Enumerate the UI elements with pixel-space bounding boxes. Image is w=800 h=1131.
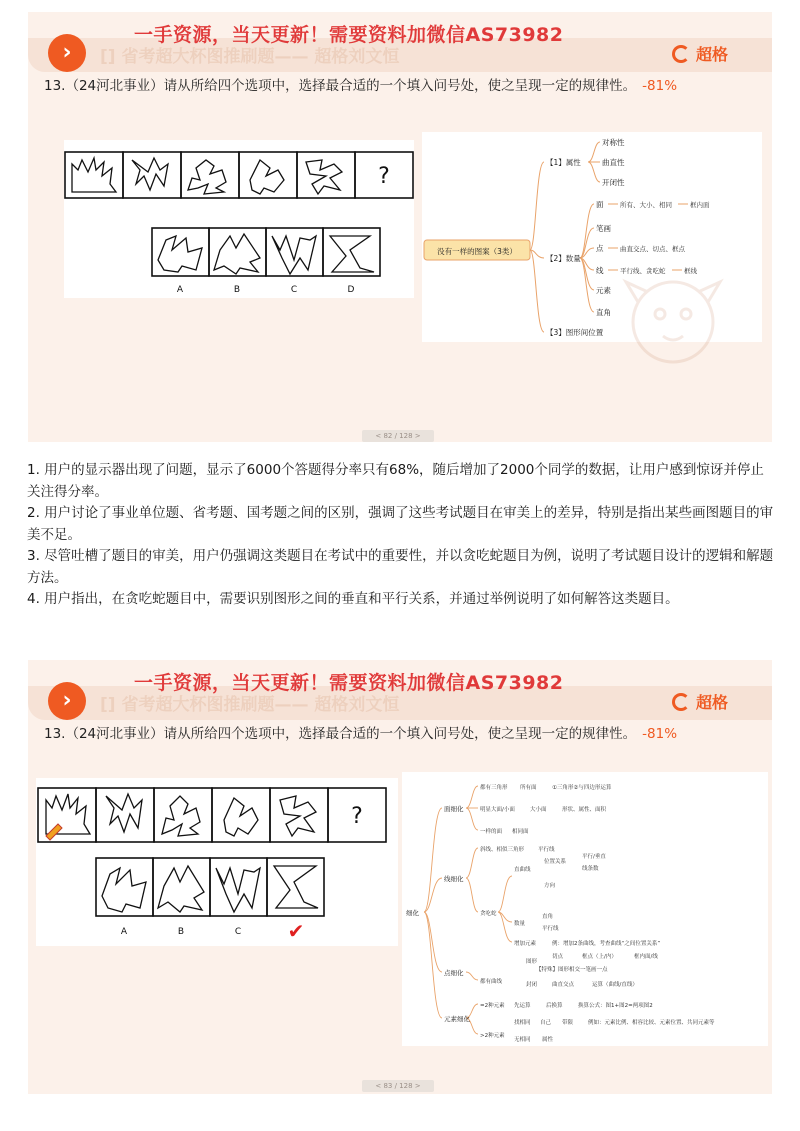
count-item-element: 元素 bbox=[596, 286, 611, 295]
brand-g-icon bbox=[672, 45, 690, 63]
slide-2 bbox=[28, 660, 772, 1094]
line-item-4: 位置关系 bbox=[544, 859, 567, 865]
attr-item-2: 曲直性 bbox=[602, 158, 625, 167]
shape-4 bbox=[224, 798, 258, 836]
puzzle-figure bbox=[36, 778, 398, 946]
shape-3 bbox=[162, 796, 200, 836]
option-shape-c bbox=[216, 868, 260, 912]
next-arrow-button[interactable] bbox=[48, 682, 86, 720]
elem-item-7: 自己 bbox=[540, 1020, 552, 1026]
line-sub-2: 框线 bbox=[684, 267, 697, 275]
summary-item-4: 4. 用户指出，在贪吃蛇题目中，需要识别图形之间的垂直和平行关系，并通过举例说明了如何解答这类题目。 bbox=[27, 591, 679, 607]
count-item-face: 面 bbox=[596, 200, 604, 209]
count-item-line: 线 bbox=[596, 266, 604, 275]
mindmap-2 bbox=[402, 772, 768, 1046]
question-accuracy: -81% bbox=[642, 78, 678, 94]
puzzle-box-3 bbox=[181, 152, 239, 198]
brand-name: 超格 bbox=[695, 45, 728, 64]
elem-item-1: =2种元素 bbox=[480, 1003, 505, 1009]
l1-point: 点细化 bbox=[444, 969, 464, 977]
attr-item-1: 对称性 bbox=[602, 138, 625, 147]
summary-list bbox=[27, 460, 775, 611]
point-item-9: 运算（曲线/直线） bbox=[592, 982, 638, 988]
point-item-3: 切点 bbox=[552, 954, 564, 960]
option-label-b: B bbox=[233, 285, 241, 295]
face-sub: 所有、大小、相同 bbox=[620, 201, 672, 209]
chevron-right-icon: › bbox=[62, 40, 72, 65]
option-label-a: A bbox=[120, 927, 128, 937]
line-item-11: 平行线 bbox=[542, 926, 559, 932]
brand-logo bbox=[672, 42, 728, 65]
line-item-12: 增加元素 bbox=[514, 941, 537, 947]
l1-element: 元素细化 bbox=[444, 1015, 470, 1023]
point-item-6: 【特殊】图形相交一笔画一点 bbox=[536, 967, 608, 973]
elem-item-8: 带限 bbox=[562, 1020, 574, 1026]
puzzle-svg bbox=[36, 778, 398, 946]
face-item-4: 明显大面/小面 bbox=[480, 807, 515, 813]
point-item-2: 图形 bbox=[526, 959, 538, 965]
line-item-10: 直角 bbox=[542, 914, 554, 920]
option-label-c: C bbox=[234, 927, 242, 937]
option-label-d: D bbox=[347, 285, 355, 295]
option-shape-d bbox=[330, 236, 374, 272]
question-accuracy: -81% bbox=[642, 726, 678, 742]
point-item-7: 封闭 bbox=[526, 982, 538, 988]
option-shape-c bbox=[272, 236, 316, 274]
mindmap-root-label: 细化 bbox=[406, 909, 419, 917]
line-item-7: 方向 bbox=[544, 883, 556, 889]
brand-g-icon bbox=[672, 693, 690, 711]
branch-count: 【2】数量 bbox=[546, 254, 581, 263]
line-item-6: 线条数 bbox=[582, 866, 599, 872]
option-shape-b bbox=[158, 866, 204, 912]
line-item-8: 贪吃蛇 bbox=[480, 911, 497, 917]
faded-course-title: [] 省考超大杯图推刷题—— 超格刘文恒 bbox=[100, 695, 400, 715]
page-indicator[interactable]: < 83 / 128 > bbox=[362, 1080, 434, 1092]
mindmap-2-svg bbox=[402, 772, 768, 1046]
face-sub-2: 框内面 bbox=[690, 201, 710, 209]
brand-name: 超格 bbox=[695, 693, 728, 712]
line-sub: 平行线、贪吃蛇 bbox=[620, 267, 666, 275]
line-item-9: 数量 bbox=[514, 921, 526, 927]
option-box-c[interactable] bbox=[210, 858, 267, 916]
line-item-3: 直曲线 bbox=[514, 867, 531, 873]
l1-face: 面细化 bbox=[444, 805, 464, 813]
question-text bbox=[44, 74, 677, 94]
brand-logo bbox=[672, 690, 728, 713]
puzzle-box-2 bbox=[96, 788, 154, 842]
correct-check-icon: ✔ bbox=[287, 919, 305, 943]
face-item-1: 都有三角形 bbox=[480, 785, 508, 791]
point-item-5: 框内面/线 bbox=[634, 954, 658, 960]
summary-item-2: 2. 用户讨论了事业单位题、省考题、国考题之间的区别，强调了这些考试题目在审美上的差异，特别是指出某些画图题目的审美不足。 bbox=[27, 505, 774, 543]
line-item-13: 例：增加2条曲线，考查曲线“之间位置关系” bbox=[552, 941, 661, 947]
count-item-point: 点 bbox=[596, 244, 604, 253]
shape-1 bbox=[46, 794, 90, 834]
puzzle-svg bbox=[64, 140, 414, 298]
question-mark: ? bbox=[351, 804, 363, 829]
shape-5 bbox=[306, 160, 342, 194]
shape-1 bbox=[72, 158, 116, 192]
elem-item-6: 找相同 bbox=[514, 1020, 531, 1026]
shape-5 bbox=[280, 796, 316, 836]
point-item-4: 框点（上/内） bbox=[582, 954, 617, 960]
mascot-watermark-icon bbox=[598, 252, 748, 402]
chevron-right-icon: › bbox=[62, 688, 72, 713]
elem-item-4: 换算公式：图1+图2=两项图2 bbox=[578, 1003, 653, 1009]
shape-2 bbox=[106, 794, 142, 832]
next-arrow-button[interactable] bbox=[48, 34, 86, 72]
line-item-2: 平行线 bbox=[538, 847, 555, 853]
point-sub: 曲直交点、切点、框点 bbox=[620, 245, 685, 253]
shape-4 bbox=[250, 160, 284, 194]
count-item-right-angle: 直角 bbox=[596, 308, 611, 317]
face-item-2: 所有面 bbox=[520, 785, 537, 791]
elem-item-2: 先运算 bbox=[514, 1003, 531, 1009]
puzzle-box-5 bbox=[270, 788, 328, 842]
option-label-a: A bbox=[176, 285, 184, 295]
elem-item-9: 例如：元素比例、相容比较、元素位置、共同元素等 bbox=[588, 1020, 715, 1026]
mindmap-root-label: 没有一样的图案（3类） bbox=[437, 247, 517, 256]
l1-line: 线细化 bbox=[444, 875, 464, 883]
line-item-5: 平行/垂直 bbox=[582, 854, 606, 860]
option-label-c: C bbox=[290, 285, 298, 295]
faded-course-title: [] 省考超大杯图推刷题—— 超格刘文恒 bbox=[100, 47, 400, 67]
watermark-text: 一手资源，当天更新！需要资料加微信AS73982 bbox=[134, 24, 564, 46]
face-item-8: 相同面 bbox=[512, 829, 529, 835]
face-item-5: 大小面 bbox=[530, 807, 547, 813]
option-label-b: B bbox=[177, 927, 185, 937]
face-item-6: 形状、属性、面积 bbox=[562, 807, 607, 813]
option-shape-a bbox=[158, 236, 202, 272]
summary-item-1: 1. 用户的显示器出现了问题，显示了6000个答题得分率只有68%，随后增加了2000个同学的数据，让用户感到惊讶并停止关注得分率。 bbox=[27, 462, 764, 500]
face-item-3: ①三角形②与四边形运算 bbox=[552, 785, 612, 791]
option-shape-d bbox=[274, 866, 318, 908]
shape-3 bbox=[188, 160, 226, 194]
attr-item-3: 开闭性 bbox=[602, 178, 625, 187]
branch-position: 【3】图形间位置 bbox=[546, 328, 604, 337]
summary-item-3: 3. 尽管吐槽了题目的审美，用户仍强调这类题目在考试中的重要性，并以贪吃蛇题目为例，说明了考试题目设计的逻辑和解题方法。 bbox=[27, 548, 774, 586]
watermark-text: 一手资源，当天更新！需要资料加微信AS73982 bbox=[134, 672, 564, 694]
face-item-7: 一样的面 bbox=[480, 829, 503, 835]
question-body: 13.（24河北事业）请从所给四个选项中，选择最合适的一个填入问号处，使之呈现一定的规律性。 bbox=[44, 78, 637, 94]
point-item-1: 都有曲线 bbox=[480, 979, 503, 985]
puzzle-figure bbox=[64, 140, 414, 298]
option-shape-b bbox=[214, 234, 260, 274]
pencil-icon bbox=[46, 824, 62, 840]
option-box-c[interactable] bbox=[266, 228, 323, 276]
branch-attr: 【1】属性 bbox=[546, 158, 581, 167]
question-text bbox=[44, 722, 677, 742]
page-indicator[interactable]: < 82 / 128 > bbox=[362, 430, 434, 442]
option-shape-a bbox=[102, 868, 146, 912]
elem-item-11: 属性 bbox=[542, 1037, 554, 1043]
count-item-stroke: 笔画 bbox=[596, 224, 611, 233]
line-item-1: 斜线、相似三角形 bbox=[480, 847, 525, 853]
elem-item-3: 后换算 bbox=[546, 1003, 563, 1009]
puzzle-box-2 bbox=[123, 152, 181, 198]
slide-1 bbox=[28, 12, 772, 442]
puzzle-box-5 bbox=[297, 152, 355, 198]
elem-item-5: >2种元素 bbox=[480, 1033, 505, 1039]
shape-2 bbox=[132, 158, 168, 190]
elem-item-10: 无相同 bbox=[514, 1037, 531, 1043]
question-mark: ? bbox=[378, 164, 390, 189]
question-body: 13.（24河北事业）请从所给四个选项中，选择最合适的一个填入问号处，使之呈现一定的规律性。 bbox=[44, 726, 637, 742]
point-item-8: 曲直交点 bbox=[552, 982, 575, 988]
